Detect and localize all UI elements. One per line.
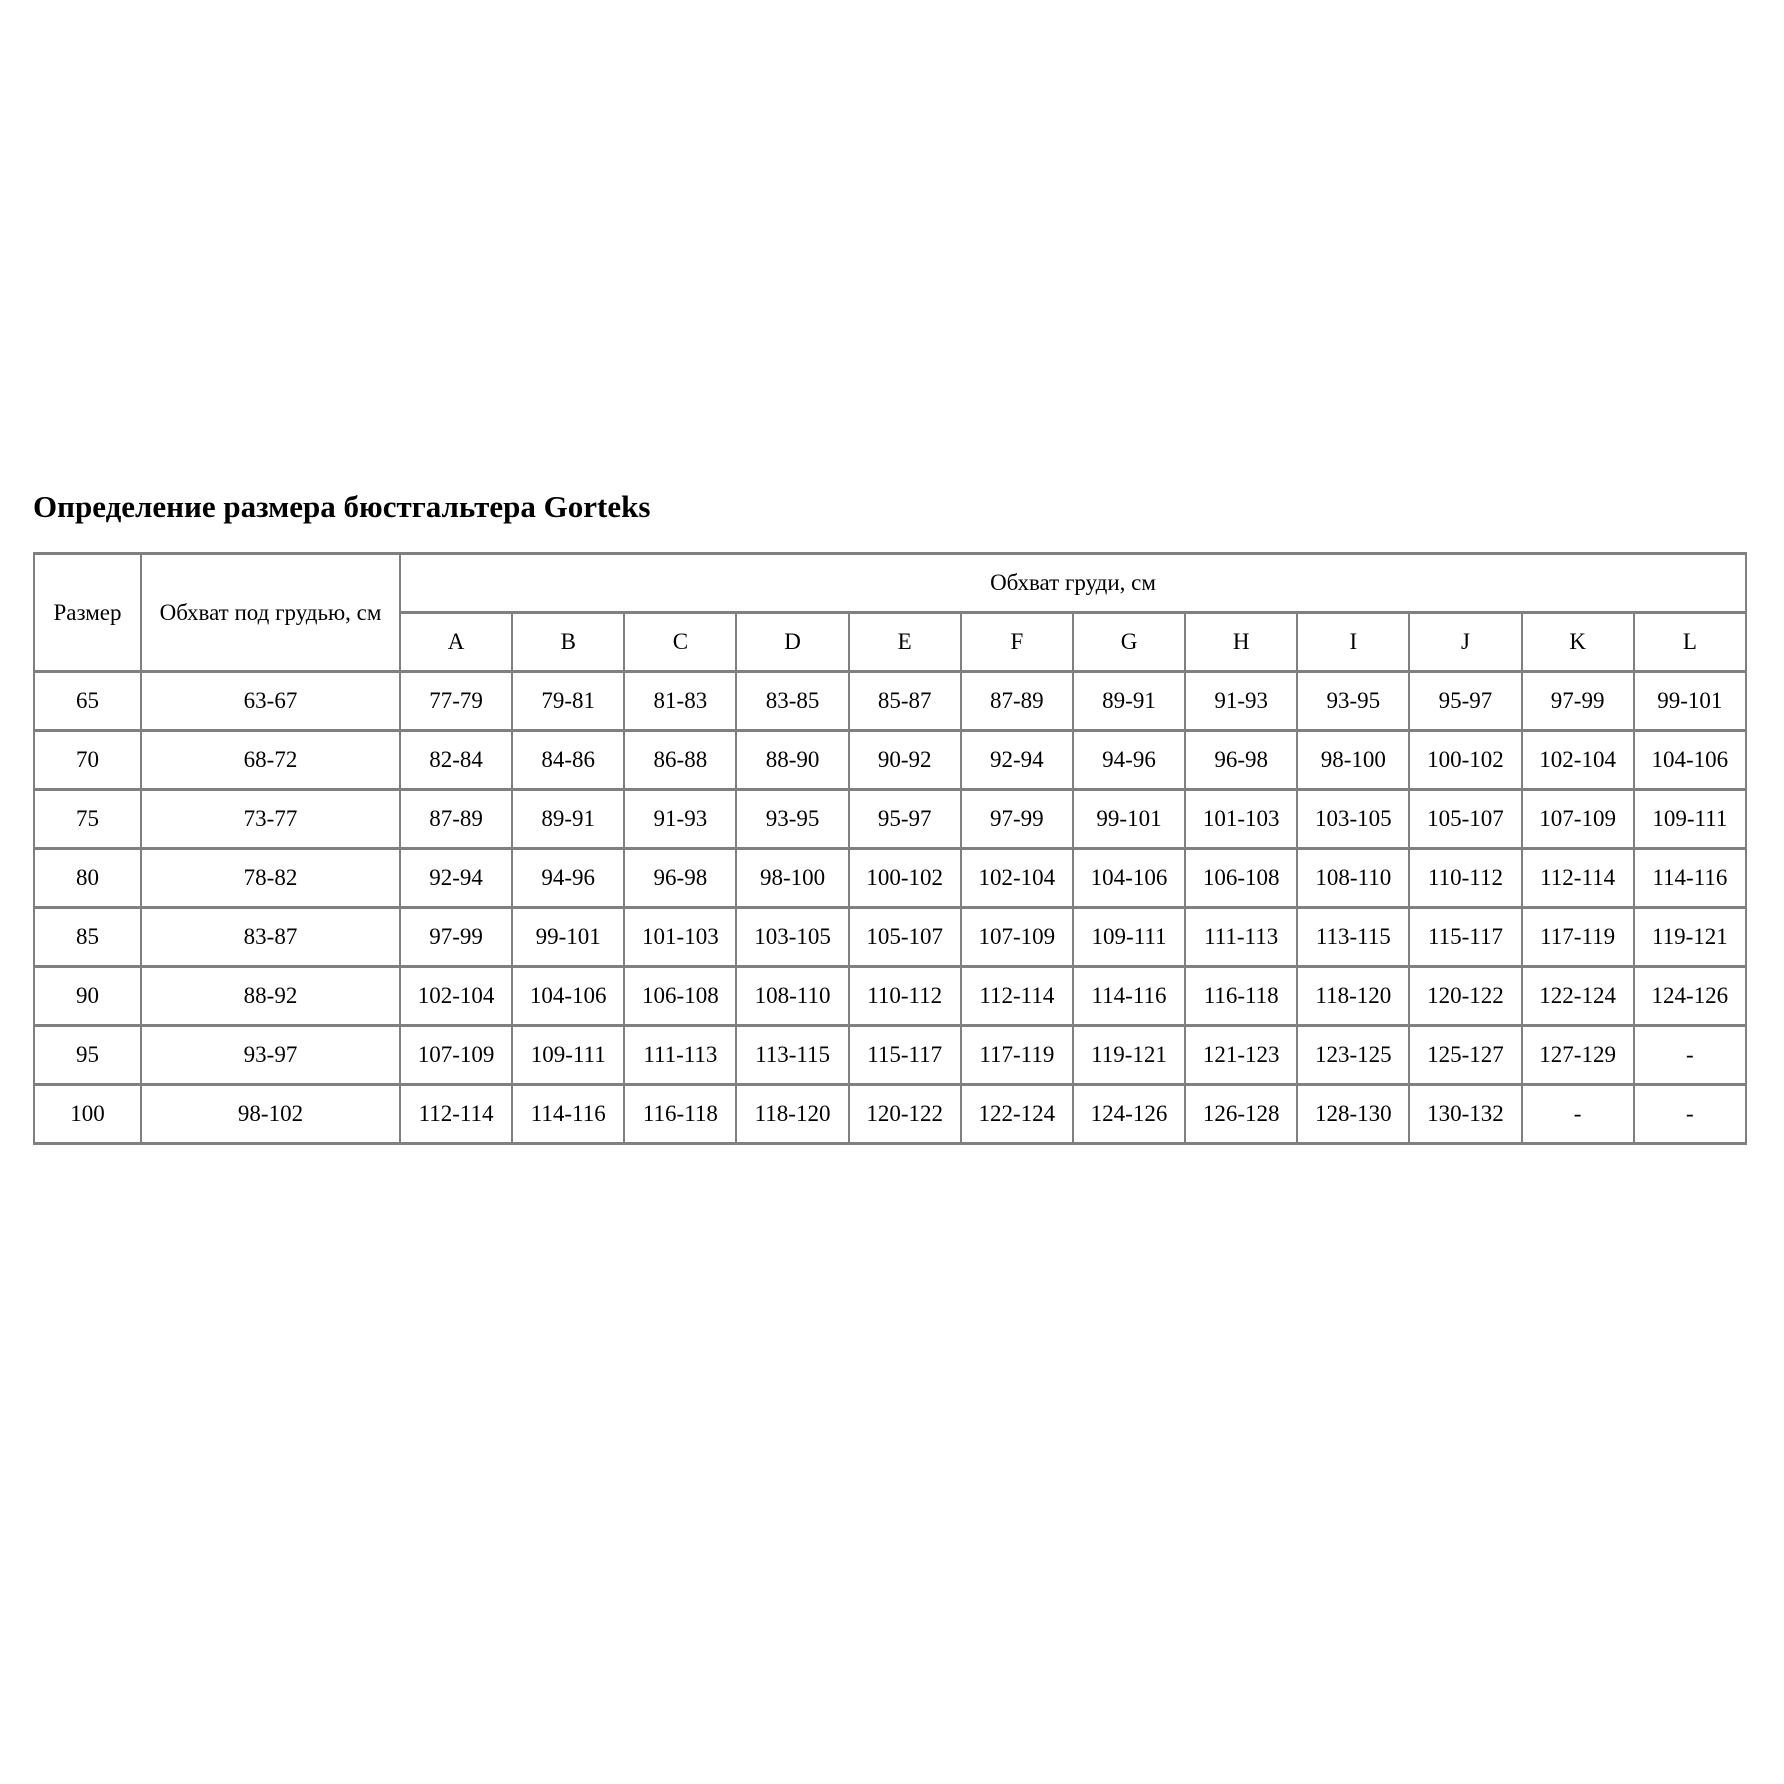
bust-range-cell: 111-113 [624,1026,736,1085]
bust-range-cell: 91-93 [1185,672,1297,731]
cup-column-header-e: E [849,613,961,672]
underbust-cell: 98-102 [141,1085,400,1144]
bust-range-cell: 112-114 [1522,849,1634,908]
underbust-cell: 93-97 [141,1026,400,1085]
bust-group-header: Обхват груди, см [400,554,1746,613]
bust-range-cell: 112-114 [400,1085,512,1144]
bust-range-cell: 86-88 [624,731,736,790]
bust-range-cell: 87-89 [961,672,1073,731]
underbust-cell: 63-67 [141,672,400,731]
bust-range-cell: 101-103 [624,908,736,967]
bust-range-cell: 107-109 [1522,790,1634,849]
bust-range-cell: 91-93 [624,790,736,849]
bust-range-cell: 108-110 [1297,849,1409,908]
bust-range-cell: 113-115 [736,1026,848,1085]
bust-range-cell: 110-112 [1409,849,1521,908]
bra-size-table [33,552,1747,1145]
cup-column-header-d: D [736,613,848,672]
bust-range-cell: 98-100 [736,849,848,908]
bust-range-cell: 102-104 [961,849,1073,908]
bust-range-cell: 105-107 [849,908,961,967]
size-cell: 75 [34,790,141,849]
table-row [34,790,1746,849]
bust-range-cell: 120-122 [849,1085,961,1144]
size-cell: 100 [34,1085,141,1144]
bust-range-cell: 116-118 [1185,967,1297,1026]
bust-range-cell: 122-124 [1522,967,1634,1026]
bust-range-cell: 109-111 [1073,908,1185,967]
bust-range-cell: 115-117 [849,1026,961,1085]
bust-range-cell: - [1634,1085,1746,1144]
size-cell: 85 [34,908,141,967]
bust-range-cell: 128-130 [1297,1085,1409,1144]
table-row [34,849,1746,908]
bust-range-cell: 116-118 [624,1085,736,1144]
bust-range-cell: 83-85 [736,672,848,731]
bust-range-cell: 92-94 [961,731,1073,790]
bust-range-cell: 82-84 [400,731,512,790]
size-cell: 95 [34,1026,141,1085]
bust-range-cell: 94-96 [512,849,624,908]
bust-range-cell: 118-120 [1297,967,1409,1026]
bust-range-cell: 94-96 [1073,731,1185,790]
bust-range-cell: 126-128 [1185,1085,1297,1144]
bust-range-cell: 117-119 [961,1026,1073,1085]
size-cell: 70 [34,731,141,790]
underbust-cell: 88-92 [141,967,400,1026]
bust-range-cell: 79-81 [512,672,624,731]
bust-range-cell: 96-98 [1185,731,1297,790]
bust-range-cell: 118-120 [736,1085,848,1144]
bust-range-cell: 100-102 [1409,731,1521,790]
bust-range-cell: 89-91 [512,790,624,849]
bust-range-cell: 114-116 [1073,967,1185,1026]
cup-column-header-h: H [1185,613,1297,672]
bust-range-cell: 115-117 [1409,908,1521,967]
size-table-body [34,672,1746,1144]
bust-range-cell: 107-109 [400,1026,512,1085]
bust-range-cell: 125-127 [1409,1026,1521,1085]
bust-range-cell: - [1634,1026,1746,1085]
table-row [34,731,1746,790]
table-header-row-group [34,554,1746,613]
bust-range-cell: 112-114 [961,967,1073,1026]
bust-range-cell: 119-121 [1073,1026,1185,1085]
bust-range-cell: 113-115 [1297,908,1409,967]
bust-range-cell: 108-110 [736,967,848,1026]
table-row [34,672,1746,731]
bust-range-cell: 106-108 [624,967,736,1026]
size-cell: 80 [34,849,141,908]
bust-range-cell: 109-111 [1634,790,1746,849]
bust-range-cell: 117-119 [1522,908,1634,967]
bust-range-cell: 87-89 [400,790,512,849]
bust-range-cell: 109-111 [512,1026,624,1085]
underbust-cell: 73-77 [141,790,400,849]
cup-column-header-g: G [1073,613,1185,672]
bust-range-cell: 89-91 [1073,672,1185,731]
bust-range-cell: 101-103 [1185,790,1297,849]
bust-range-cell: 93-95 [736,790,848,849]
bust-range-cell: 96-98 [624,849,736,908]
table-header [34,554,1746,672]
bust-range-cell: 100-102 [849,849,961,908]
bust-range-cell: 123-125 [1297,1026,1409,1085]
bust-range-cell: - [1522,1085,1634,1144]
cup-column-header-j: J [1409,613,1521,672]
size-cell: 65 [34,672,141,731]
bust-range-cell: 102-104 [400,967,512,1026]
bust-range-cell: 85-87 [849,672,961,731]
cup-column-header-c: C [624,613,736,672]
bust-range-cell: 104-106 [512,967,624,1026]
bust-range-cell: 99-101 [1634,672,1746,731]
cup-column-header-i: I [1297,613,1409,672]
table-row [34,1085,1746,1144]
bust-range-cell: 120-122 [1409,967,1521,1026]
bust-range-cell: 99-101 [1073,790,1185,849]
bust-range-cell: 77-79 [400,672,512,731]
bust-range-cell: 121-123 [1185,1026,1297,1085]
bust-range-cell: 88-90 [736,731,848,790]
bust-range-cell: 110-112 [849,967,961,1026]
bust-range-cell: 114-116 [1634,849,1746,908]
bust-range-cell: 103-105 [736,908,848,967]
bust-range-cell: 95-97 [1409,672,1521,731]
bust-range-cell: 97-99 [400,908,512,967]
bust-range-cell: 105-107 [1409,790,1521,849]
underbust-cell: 83-87 [141,908,400,967]
bust-range-cell: 92-94 [400,849,512,908]
bust-range-cell: 127-129 [1522,1026,1634,1085]
cup-column-header-f: F [961,613,1073,672]
bust-range-cell: 93-95 [1297,672,1409,731]
bust-range-cell: 111-113 [1185,908,1297,967]
bust-range-cell: 104-106 [1634,731,1746,790]
page-title: Определение размера бюстгальтера Gorteks [33,488,651,524]
bust-range-cell: 124-126 [1634,967,1746,1026]
bust-range-cell: 97-99 [961,790,1073,849]
underbust-column-header: Обхват под грудью, см [141,554,400,672]
bust-range-cell: 103-105 [1297,790,1409,849]
table-row [34,908,1746,967]
bust-range-cell: 81-83 [624,672,736,731]
size-cell: 90 [34,967,141,1026]
bust-range-cell: 90-92 [849,731,961,790]
table-row [34,967,1746,1026]
size-column-header: Размер [34,554,141,672]
cup-column-header-a: A [400,613,512,672]
bust-range-cell: 97-99 [1522,672,1634,731]
bust-range-cell: 107-109 [961,908,1073,967]
underbust-cell: 78-82 [141,849,400,908]
bust-range-cell: 99-101 [512,908,624,967]
bust-range-cell: 124-126 [1073,1085,1185,1144]
underbust-cell: 68-72 [141,731,400,790]
bust-range-cell: 98-100 [1297,731,1409,790]
cup-column-header-b: B [512,613,624,672]
bust-range-cell: 84-86 [512,731,624,790]
cup-column-header-k: K [1522,613,1634,672]
bust-range-cell: 114-116 [512,1085,624,1144]
bust-range-cell: 95-97 [849,790,961,849]
cup-column-header-l: L [1634,613,1746,672]
bust-range-cell: 104-106 [1073,849,1185,908]
bust-range-cell: 130-132 [1409,1085,1521,1144]
bust-range-cell: 102-104 [1522,731,1634,790]
bust-range-cell: 122-124 [961,1085,1073,1144]
table-row [34,1026,1746,1085]
bust-range-cell: 119-121 [1634,908,1746,967]
bust-range-cell: 106-108 [1185,849,1297,908]
